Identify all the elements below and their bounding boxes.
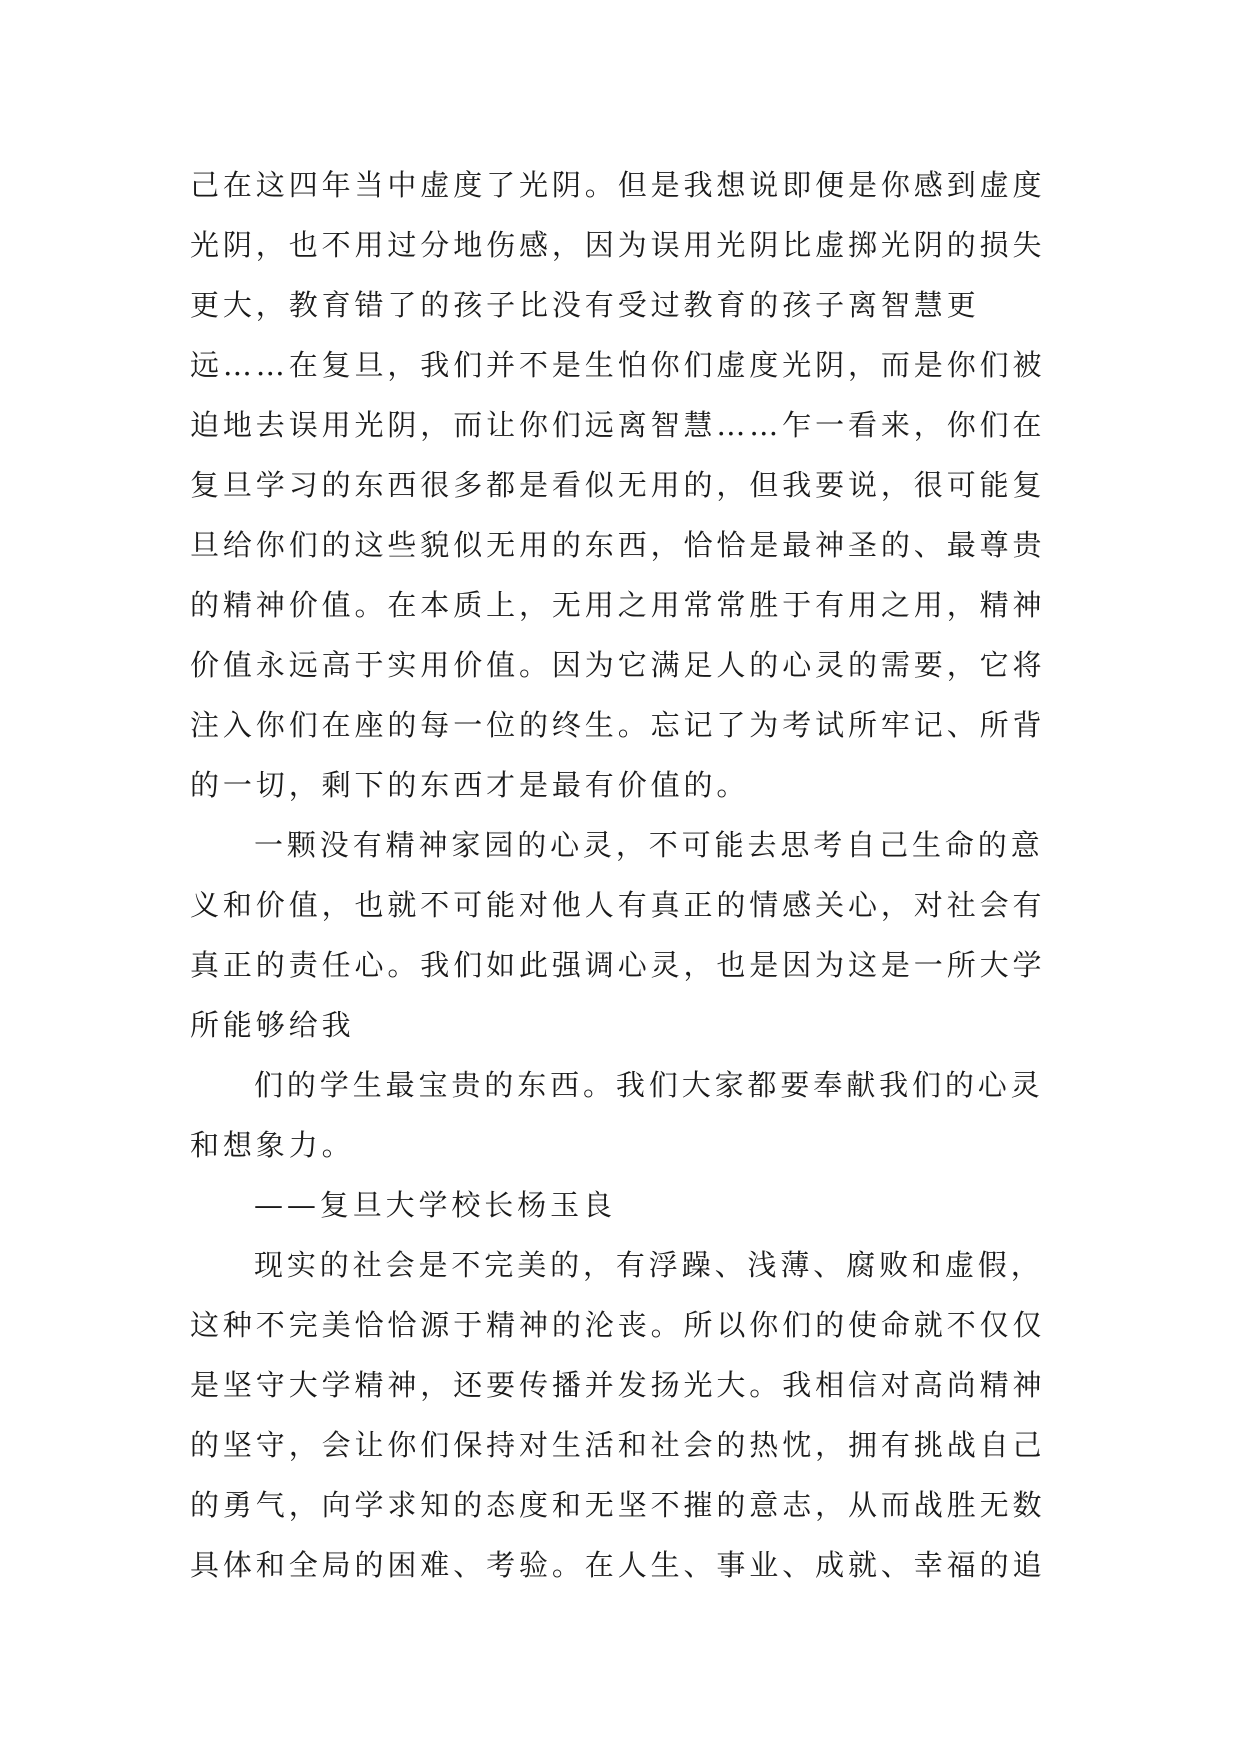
text-line: 更大，教育错了的孩子比没有受过教育的孩子离智慧更 bbox=[190, 288, 980, 322]
text-line: 这种不完美恰恰源于精神的沦丧。所以你们的使命就不仅仅 bbox=[190, 1308, 1046, 1342]
text-line: 的勇气，向学求知的态度和无坚不摧的意志，从而战胜无数 bbox=[190, 1488, 1046, 1522]
text-line: 迫地去误用光阴，而让你们远离智慧……乍一看来，你们在 bbox=[190, 408, 1046, 442]
text-line: 光阴，也不用过分地伤感，因为误用光阴比虚掷光阴的损失 bbox=[190, 228, 1046, 262]
text-line: 具体和全局的困难、考验。在人生、事业、成就、幸福的追 bbox=[190, 1548, 1046, 1582]
text-line: 和想象力。 bbox=[190, 1128, 355, 1162]
paragraph-first-line: 现实的社会是不完美的，有浮躁、浅薄、腐败和虚假， bbox=[254, 1248, 1044, 1282]
attribution-line: ——复旦大学校长杨玉良 bbox=[254, 1188, 616, 1222]
document-body bbox=[190, 155, 1050, 1595]
paragraph-first-line: 们的学生最宝贵的东西。我们大家都要奉献我们的心灵 bbox=[254, 1068, 1044, 1102]
text-line: 旦给你们的这些貌似无用的东西，恰恰是最神圣的、最尊贵 bbox=[190, 528, 1046, 562]
text-line: 的精神价值。在本质上，无用之用常常胜于有用之用，精神 bbox=[190, 588, 1046, 622]
text-line: 价值永远高于实用价值。因为它满足人的心灵的需要，它将 bbox=[190, 648, 1046, 682]
text-line: 义和价值，也就不可能对他人有真正的情感关心，对社会有 bbox=[190, 888, 1046, 922]
text-line: 复旦学习的东西很多都是看似无用的，但我要说，很可能复 bbox=[190, 468, 1046, 502]
text-line: 远……在复旦，我们并不是生怕你们虚度光阴，而是你们被 bbox=[190, 348, 1046, 382]
text-line: 所能够给我 bbox=[190, 1008, 355, 1042]
text-line: 己在这四年当中虚度了光阴。但是我想说即便是你感到虚度 bbox=[190, 168, 1046, 202]
text-line: 的一切，剩下的东西才是最有价值的。 bbox=[190, 768, 750, 802]
paragraph-first-line: 一颗没有精神家园的心灵，不可能去思考自己生命的意 bbox=[254, 828, 1044, 862]
text-line: 注入你们在座的每一位的终生。忘记了为考试所牢记、所背 bbox=[190, 708, 1046, 742]
text-line: 的坚守，会让你们保持对生活和社会的热忱，拥有挑战自己 bbox=[190, 1428, 1046, 1462]
text-line: 真正的责任心。我们如此强调心灵，也是因为这是一所大学 bbox=[190, 948, 1046, 982]
text-line: 是坚守大学精神，还要传播并发扬光大。我相信对高尚精神 bbox=[190, 1368, 1046, 1402]
